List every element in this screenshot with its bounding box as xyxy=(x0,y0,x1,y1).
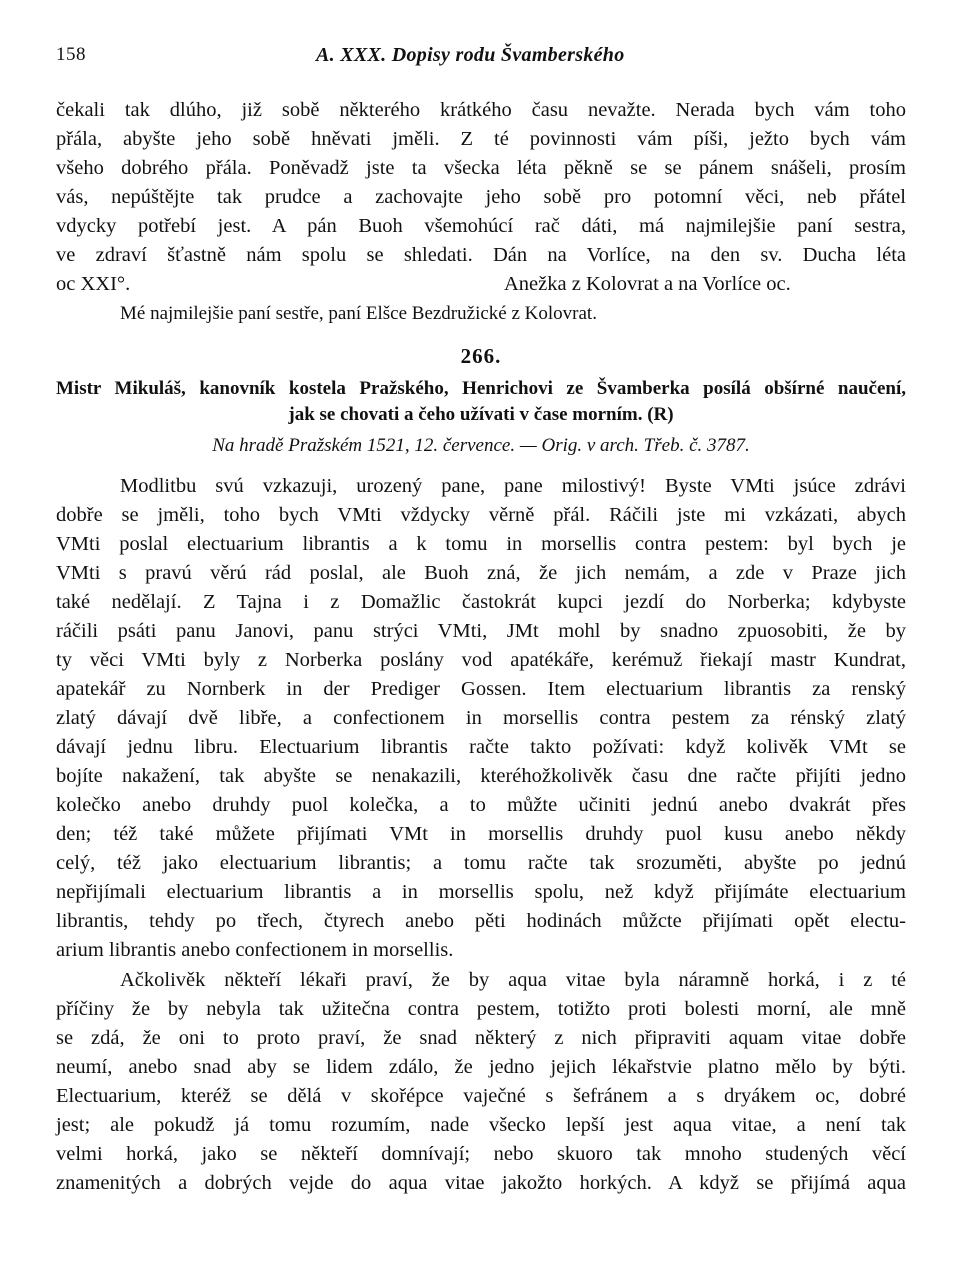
text-line: VMti poslal electuarium librantis a k tomu in morsellis contra pestem: byl bych je xyxy=(56,533,906,555)
book-page xyxy=(56,0,906,1280)
text-line: čekali tak dlúho, již sobě některého krátkého času nevažte. Nerada bych vám toho xyxy=(56,99,906,121)
text-line: Electuarium, kteréž se dělá v skořépce vaječné s šefránem a s dryákem oc, dobré xyxy=(56,1085,906,1107)
running-title: A. XXX. Dopisy rodu Švamberského xyxy=(316,44,625,66)
text-line: apatekář zu Nornberk in der Prediger Gossen. Item electuarium librantis za renský xyxy=(56,678,906,700)
text-line: znamenitých a dobrých vejde do aqua vitae jakožto horkých. A když se přijímá aqua xyxy=(56,1172,906,1194)
letter-paragraph-1 xyxy=(56,472,906,965)
letter-address: Mé najmilejšie paní sestře, paní Elšce Bezdružické z Kolovrat. xyxy=(120,303,597,324)
text-line: všeho dobrého přála. Poněvadž jste ta všecka léta pěkně se se pánem snášeli, prosím xyxy=(56,157,906,179)
text-line: také nedělají. Z Tajna i z Domažlic častokrát kupci jezdí do Norberka; kdybyste xyxy=(56,591,906,613)
date-end: oc XXI°. xyxy=(56,273,131,295)
text-line: velmi horká, jako se někteří domnívají; nebo skuoro tak mnoho studených věcí xyxy=(56,1143,906,1165)
text-line: zlatý dávají dvě libře, a confectionem in morsellis contra pestem za rénský zlatý xyxy=(56,707,906,729)
regest-line: jak se chovati a čeho užívati v čase morním. (R) xyxy=(288,404,674,425)
text-line: přála, abyšte jeho sobě hněvati jměli. Z té povinnosti vám píši, ježto bych vám xyxy=(56,128,906,150)
text-line: příčiny že by nebyla tak užitečna contra pestem, totižto proti bolesti morní, ale mně xyxy=(56,998,906,1020)
text-line: vás, nepúštějte tak prudce a zachovajte jeho sobě pro potomní věci, neb přátel xyxy=(56,186,906,208)
text-line: bojíte nakažení, tak abyšte se nenakazili, kteréhožkolivěk času dne račte přijíti jedno xyxy=(56,765,906,787)
text-line: celý, též jako electuarium librantis; a tomu račte tak srozuměti, abyšte po jednú xyxy=(56,852,906,874)
text-line: nepřijímali electuarium librantis a in morsellis spolu, než když přijímáte electuarium xyxy=(56,881,906,903)
text-line: Modlitbu svú vzkazuji, urozený pane, pane milostivý! Byste VMti jsúce zdrávi xyxy=(120,475,906,497)
text-line: Ačkolivěk někteří lékaři praví, že by aqua vitae byla náramně horká, i z té xyxy=(120,969,906,991)
text-line: dávají jednu libru. Electuarium librantis račte takto požívati: když kolivěk VMt se xyxy=(56,736,906,758)
text-line: den; též také můžete přijímati VMt in morsellis druhdy puol kusu anebo někdy xyxy=(56,823,906,845)
dateline: Na hradě Pražském 1521, 12. července. — Orig. v arch. Třeb. č. 3787. xyxy=(212,435,750,456)
text-line: dobře se jměli, toho bych VMti vždycky věrně přál. Ráčili jste mi vzkázati, abych xyxy=(56,504,906,526)
text-line: se zdá, že oni to proto praví, že snad některý z nich připraviti aquam vitae dobře xyxy=(56,1027,906,1049)
page-number: 158 xyxy=(56,44,86,65)
document-number: 266. xyxy=(460,344,502,368)
text-line: ráčili psáti panu Janovi, panu strýci VMti, JMt mohl by snadno zpuosobiti, že by xyxy=(56,620,906,642)
text-line: neumí, anebo snad aby se lidem zdálo, že jedno jejich lékařstvie platno mělo by býti. xyxy=(56,1056,906,1078)
letter-paragraph-2 xyxy=(56,966,906,1198)
regest-line: Mistr Mikuláš, kanovník kostela Pražského, Henrichovi ze Švamberka posílá obšírné naučení, xyxy=(56,378,906,399)
text-line: arium librantis anebo confectionem in morsellis. xyxy=(56,939,454,961)
text-line: kolečko anebo druhdy puol kolečka, a to můžte učiniti jednú anebo dvakrát přes xyxy=(56,794,906,816)
regest xyxy=(56,376,906,428)
running-head xyxy=(56,44,906,74)
text-line: ty věci VMti byly z Norberka poslány vod apatékáře, kerémuž řiekají mastr Kundrat, xyxy=(56,649,906,671)
date-signature-line xyxy=(56,270,906,299)
text-line: librantis, tehdy po třech, čtyrech anebo pěti hodinách můžcte přijímati opět electu- xyxy=(56,910,906,932)
text-line: VMti s pravú věrú rád poslal, ale Buoh zná, že jich nemám, a zde v Praze jich xyxy=(56,562,906,584)
text-line: jest; ale pokudž já tomu rozumím, nade všecko lepší jest aqua vitae, a není tak xyxy=(56,1114,906,1136)
text-line: vdycky potřebí jest. A pán Buoh všemohúcí rač dáti, má najmilejšie paní sestra, xyxy=(56,215,906,237)
signature: Anežka z Kolovrat a na Vorlíce oc. xyxy=(504,273,791,295)
text-line: ve zdraví šťastně nám spolu se shledati. Dán na Vorlíce, na den sv. Ducha léta xyxy=(56,244,906,266)
previous-letter-ending xyxy=(56,96,906,328)
